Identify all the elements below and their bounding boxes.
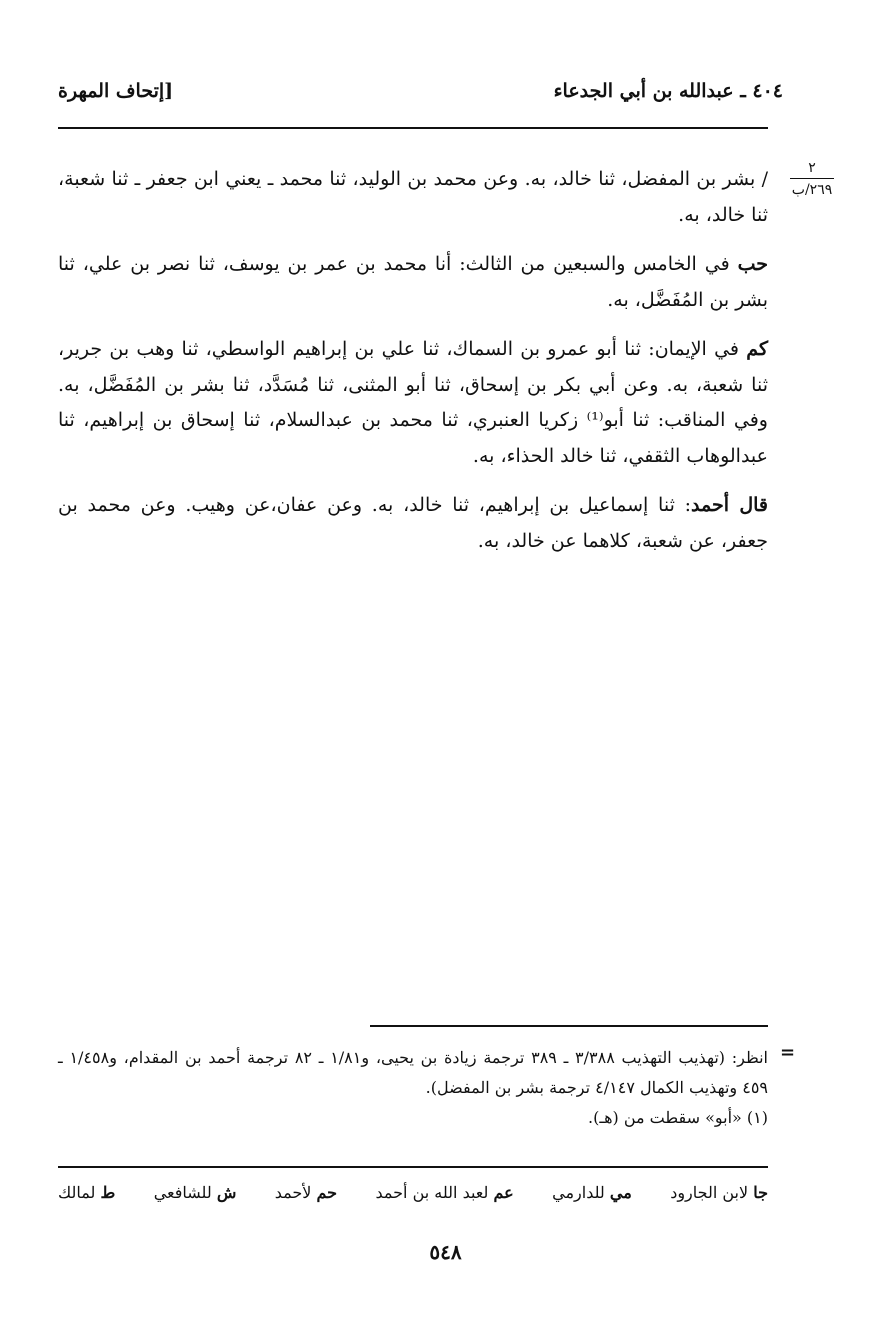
sigla-entry [154,1183,237,1202]
sigla-code: جا [753,1183,768,1202]
paragraph-lead: حب [737,253,768,275]
sigla-entry [376,1183,514,1202]
sigla-divider [58,1166,768,1168]
sigla-code: ش [216,1183,237,1202]
sigla-desc: لأحمد [274,1183,312,1202]
header-divider [58,127,768,129]
sigla-entry [552,1183,632,1202]
paragraph [58,488,768,559]
sigla-desc: لمالك [58,1183,96,1202]
footnote: انظر: (تهذيب التهذيب ٣/٣٨٨ ـ ٣٨٩ ترجمة زيادة بن يحيى، و١/٨١ ـ ٨٢ ترجمة أحمد بن المقدام، و١/٤٥٨ ـ ٤٥٩ وتهذيب الكمال ٤/١٤٧ ترجمة بشر بن المفضل). [58,1048,768,1097]
paragraph-lead: كم [746,338,768,360]
paragraph [58,332,768,474]
sigla-key [58,1183,768,1202]
sigla-entry [275,1183,337,1202]
paragraph [58,162,768,233]
sigla-code: مي [609,1183,632,1202]
margin-folio-note [784,160,840,198]
main-text [58,162,768,573]
paragraph-lead: قال أحمد [691,494,768,516]
sigla-desc: لعبد الله بن أحمد [375,1183,489,1202]
sigla-code: عم [493,1183,514,1202]
footnote-divider [370,1025,768,1027]
paragraph-text: في الإيمان: ثنا أبو عمرو بن السماك، ثنا علي بن إبراهيم الواسطي، ثنا وهب بن جرير، ثنا شعبة، به. وعن أبي بكر بن إسحاق، ثنا أبو المثنى، ثنا مُسَدَّد، ثنا بشر بن المُفَضَّل، به. وفي المناقب: ثنا أبو⁽¹⁾ زكريا العنبري، ثنا محمد بن عبدالسلام، ثنا إسحاق بن إبراهيم، ثنا عبدالوهاب الثقفي، ثنا خالد الحذاء، به. [58,338,768,467]
footnote: (١) «أبو» سقطت من (هـ). [588,1108,768,1127]
footnotes [58,1043,768,1133]
sigla-entry [58,1183,115,1202]
sigla-desc: للدارمي [552,1183,605,1202]
sigla-desc: للشافعي [153,1183,212,1202]
margin-note-number: ٢ [790,160,834,179]
sigla-code: ط [100,1183,116,1202]
footnote-continuation-marker: = [780,1042,796,1063]
sigla-entry [670,1183,768,1202]
entry-title: ٤٠٤ ـ عبدالله بن أبي الجدعاء [553,80,783,102]
paragraph [58,247,768,318]
margin-note-folio: ٢٦٩/ب [791,182,833,198]
paragraph-text: : ثنا إسماعيل بن إبراهيم، ثنا خالد، به. وعن عفان،عن وهيب. وعن محمد بن جعفر، عن شعبة، كلاهما عن خالد، به. [58,494,768,552]
paragraph-text: في الخامس والسبعين من الثالث: أنا محمد بن عمر بن يوسف، ثنا نصر بن علي، ثنا بشر بن المُفَضَّل، به. [58,253,768,311]
paragraph-text: / بشر بن المفضل، ثنا خالد، به. وعن محمد بن الوليد، ثنا محمد ـ يعني ابن جعفر ـ ثنا شعبة، ثنا خالد، به. [58,168,768,226]
sigla-code: حم [316,1183,338,1202]
book-title: [إتحاف المهرة [58,80,174,102]
page-number: ٥٤٨ [429,1240,462,1264]
sigla-desc: لابن الجارود [670,1183,749,1202]
